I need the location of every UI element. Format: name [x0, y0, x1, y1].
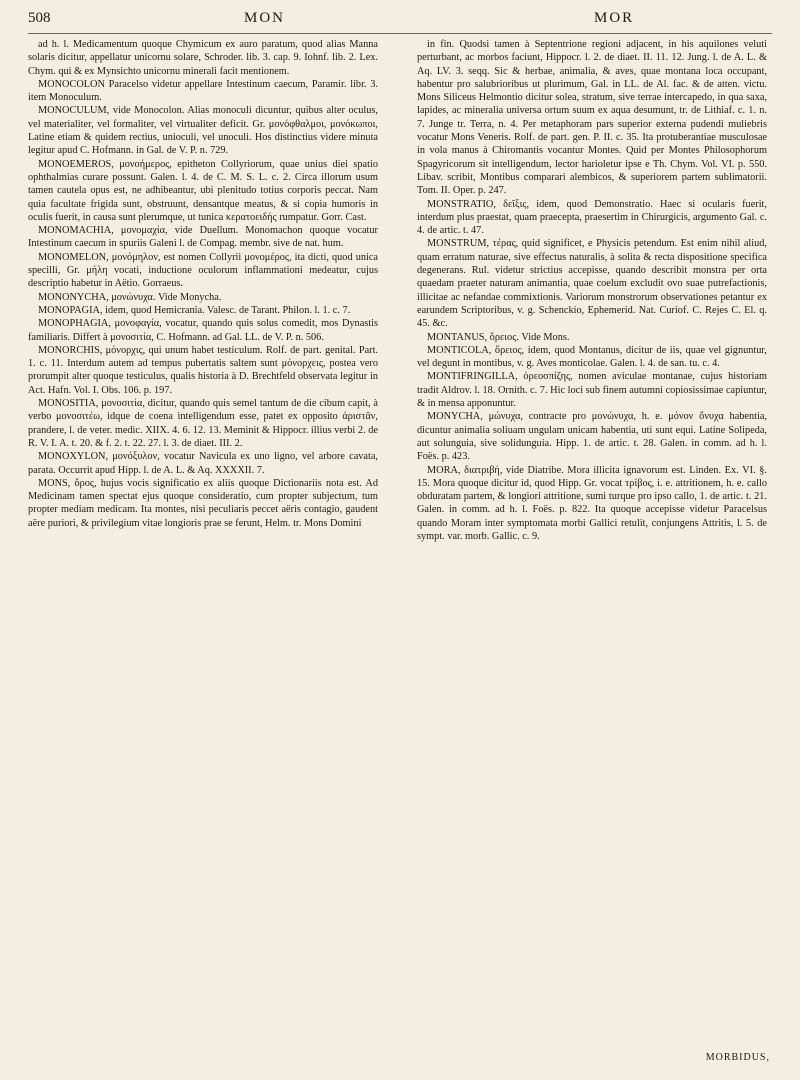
- entry-monycha: MONYCHA, μώνυχα, contracte pro μονώνυχα, h. e. μόνον ὄνυχα habentia, dicuntur animalia soliuam ungulam unicam habentia, uti sunt equi. Latine Solipeda, aut solunguia, sive solidunguia. Hipp. 1. de artic. t. 28. Galen. in comm. ad h. l. Foës. p. 423.: [417, 411, 767, 463]
- right-column: [417, 38, 767, 1048]
- entry-monorchis: MONORCHIS, μόνορχις, qui unum habet testiculum. Rolf. de part. genital. Part. 1. c. 11. Interdum autem ad tempus pubertatis saltem sunt μόνορχεις, postea vero prorumpit alter quoque testiculus, qualis historia à D. Brechtfeld observata legitur in Act. Hafn. Vol. I. Obs. 106. p. 197.: [28, 344, 378, 396]
- page-number: 508: [28, 10, 51, 26]
- headword-left: MON: [244, 10, 286, 26]
- entry-monoculum: MONOCULUM, vide Monocolon. Alias monoculi dicuntur, quibus alter oculus, vel materialiter, vel formaliter, vel virtualiter deficit. Gr. μονόφθαλμοι, μονόκωποι, Latine etiam & quidem rectius, unioculi, vel unoculi. Hos distinctius videre minuta legitur apud C. Hofmann. in Gal. de V. P. n. 729.: [28, 105, 378, 157]
- entry-monomachia: MONOMACHIA, μονομαχία, vide Duellum. Monomachon quoque vocatur Intestinum caecum in spuriis Galeni l. de Compag. membr. sive de nat. hum.: [28, 225, 378, 250]
- entry-monoxylon: MONOXYLON, μονόξυλον, vocatur Navicula ex uno ligno, vel arbore cavata, parata. Occurrit apud Hipp. l. de A. L. & Aq. XXXXII. 7.: [28, 451, 378, 476]
- entry-monophagia: MONOPHAGIA, μονοφαγία, vocatur, quando quis solus comedit, mos Dynastis familiaris. Differt à μονοσιτία, C. Hofmann. ad Gal. LL. de V. P. n. 506.: [28, 318, 378, 343]
- entry-monomelon: MONOMELON, μονόμηλον, est nomen Collyrii μονομέρος, ita dicti, quod unica specilli, Gr. μήλη vocati, inductione oculorum inflammationi medeatur, cujus descriptio habetur in Aëtio. Gorraeus.: [28, 251, 378, 290]
- header-rule: [28, 33, 772, 34]
- entry-mora: MORA, διατριβή, vide Diatribe. Mora illicita ignavorum est. Linden. Ex. VI. §. 15. Mora quoque dicitur id, quod Hipp. Gr. vocat τρίβος, i. e. attritionem, h. e. callo obduratam partem, & longiori attritione, sumi turque pro ipso callo, 1. de artic. t. 21. Galen. in comm. ad h. l. Foës. p. 822. Ita quoque accepisse videtur Paracelsus quando Moram inter symptomata morbi Gallici retulit, conjungens Attritis, l. 5. de sympt. var. morb. Gallic. c. 9.: [417, 464, 767, 542]
- entry-monticola: MONTICOLA, ὄρειος, idem, quod Montanus, dicitur de iis, quae vel gignuntur, vel degunt in montibus, v. g. Aves monticolae. Galen. l. 4. de san. tu. c. 4.: [417, 344, 767, 370]
- entry-monstratio: MONSTRATIO, δεῖξις, idem, quod Demonstratio. Haec si ocularis fuerit, interdum plus praestat, quam praecepta, praesertim in Chirurgicis, argumento Gal. c. 4. de artic. t. 47.: [417, 198, 767, 237]
- left-column: [28, 38, 378, 1048]
- catchword: MORBIDUS,: [705, 1052, 770, 1063]
- entry-monocolon: MONOCOLON Paracelso videtur appellare Intestinum caecum, Paramir. libr. 3. item Monoculum.: [28, 78, 378, 104]
- entry-monositia: MONOSITIA, μονοσιτία, dicitur, quando quis semel tantum de die cibum capit, à verbo μονοσιτέω, idque de coena intelligendum esse, patet ex opposito ἀριστᾶν, prandere, l. de veter. medic. XIIX. 4. 6. 12. 13. Meminit & Hippocr. illius verbi 2. de R. V. I. A. t. 20. & f. 2. t. 22. 27. l. 3. de diaet. III. 2.: [28, 398, 378, 449]
- entry-monopagia: MONOPAGIA, idem, quod Hemicrania. Valesc. de Tarant. Philon. l. 1. c. 7.: [38, 304, 351, 316]
- entry-mononycha: MONONYCHA, μονώνυχα. Vide Monycha.: [38, 291, 222, 303]
- entry-monoemeros: MONOEMEROS, μονοήμερος, epitheton Collyriorum, quae unius diei spatio ophthalmias curare possunt. Galen. l. 4. de C. M. S. L. c. 2. Circa illorum usum tamen cautela opus est, ne adhibeantur, ubi plenitudo totius corporis peccat. Nam quia facultate frigida sunt, obstruunt, densantque meatus, & si copia humoris in oculis fuerit, in causa sunt plerumque, ut tunica κερατοειδής rumpatur. Gorr. Cast.: [28, 158, 378, 223]
- entry-mons-continued: in fin. Quodsi tamen à Septentrione regioni adjacent, in his aquilones veluti perturbant, ac morbos faciunt, Hippocr. l. 2. de diaet. II. 11. 12. Jung. l. de A. L. & Aq. LV. 3. seqq. Sic & herbae, animalia, & aves, quae montana loca occupant, habentur pro salubrioribus ut plurimum, Gal. in LL. de Al. fac. & de atten. victu. Mons Siliceus Helmontio dicitur solea, stratum, sive terrae intercapedo, in qua saxa, lapides, ac mineralia universa ortum suum ex aqua desumunt, tr. de Lithiaf. c. 1. n. 7. Junge tr. Terra, n. 4. Per metaphoram pars superior externa pudendi muliebris vocatur Mons Veneris. Rolf. de part. gen. P. II. c. 35. Ita protuberantiae musculosae in vola manus à Chiromantis vocantur Montes. Quid per Montes Philosophorum Spagyricorum sit intelligendum, lector harioletur ipse e Th. Chym. Vol. VI. p. 550. Libav. scribit, Montibus comparari alembicos, & superiorem partem sublimatorii. Tom. II. Oper. p. 247.: [417, 39, 767, 197]
- entry-paragraph: ad h. l. Medicamentum quoque Chymicum ex auro paratum, quod alias Manna solaris dicitur, appellatur unicornu solare, Schroder. lib. 3. cap. 9. Iohnf. lib. 2. Lex. Chym. qui & ex Mynsichto unicornu minerali facit mentionem.: [28, 39, 378, 77]
- entry-montanus: MONTANUS, ὄρειος. Vide Mons.: [427, 331, 570, 343]
- headword-right: MOR: [594, 10, 635, 26]
- entry-monstrum: MONSTRUM, τέρας, quid significet, e Physicis petendum. Est enim nihil aliud, quam erratum naturae, sive effectus naturalis, à solita & recta dispositione specifica degenerans. Rul. videtur strictius accepisse, quando describit monstra per orta quaedam praeter naturam animantia, quae coelum excludit ovo suae putrefactionis, illicitae ac nefandae commixtionis. Variorum monstrorum observationes petantur ex earundem Scriptoribus, v. g. Schenckio, Ephemerid. Nat. Curiof. C. Rejes C. El. q. 45. &c.: [417, 238, 767, 330]
- entry-montifringilla: MONTIFRINGILLA, ὀρεοσπίζης, nomen aviculae montanae, cujus historiam tradit Aldrov. l. 18. Ornith. c. 7. Hic loci sub finem autumni copiosissimae capiuntur, & in mensa apponuntur.: [417, 371, 767, 410]
- entry-mons: MONS, ὄρος, hujus vocis significatio ex aliis quoque Dictionariis nota est. Ad Medicinam tamen spectat ejus quoque consideratio, cum propter subjectum, tum propter mediam medicam. Ita montes, nisi peculiaris peccet aëris contagio, gaudent aëre puriori, & privilegium vitae longioris prae se ferunt, Helm. tr. Mons Domini: [28, 477, 378, 529]
